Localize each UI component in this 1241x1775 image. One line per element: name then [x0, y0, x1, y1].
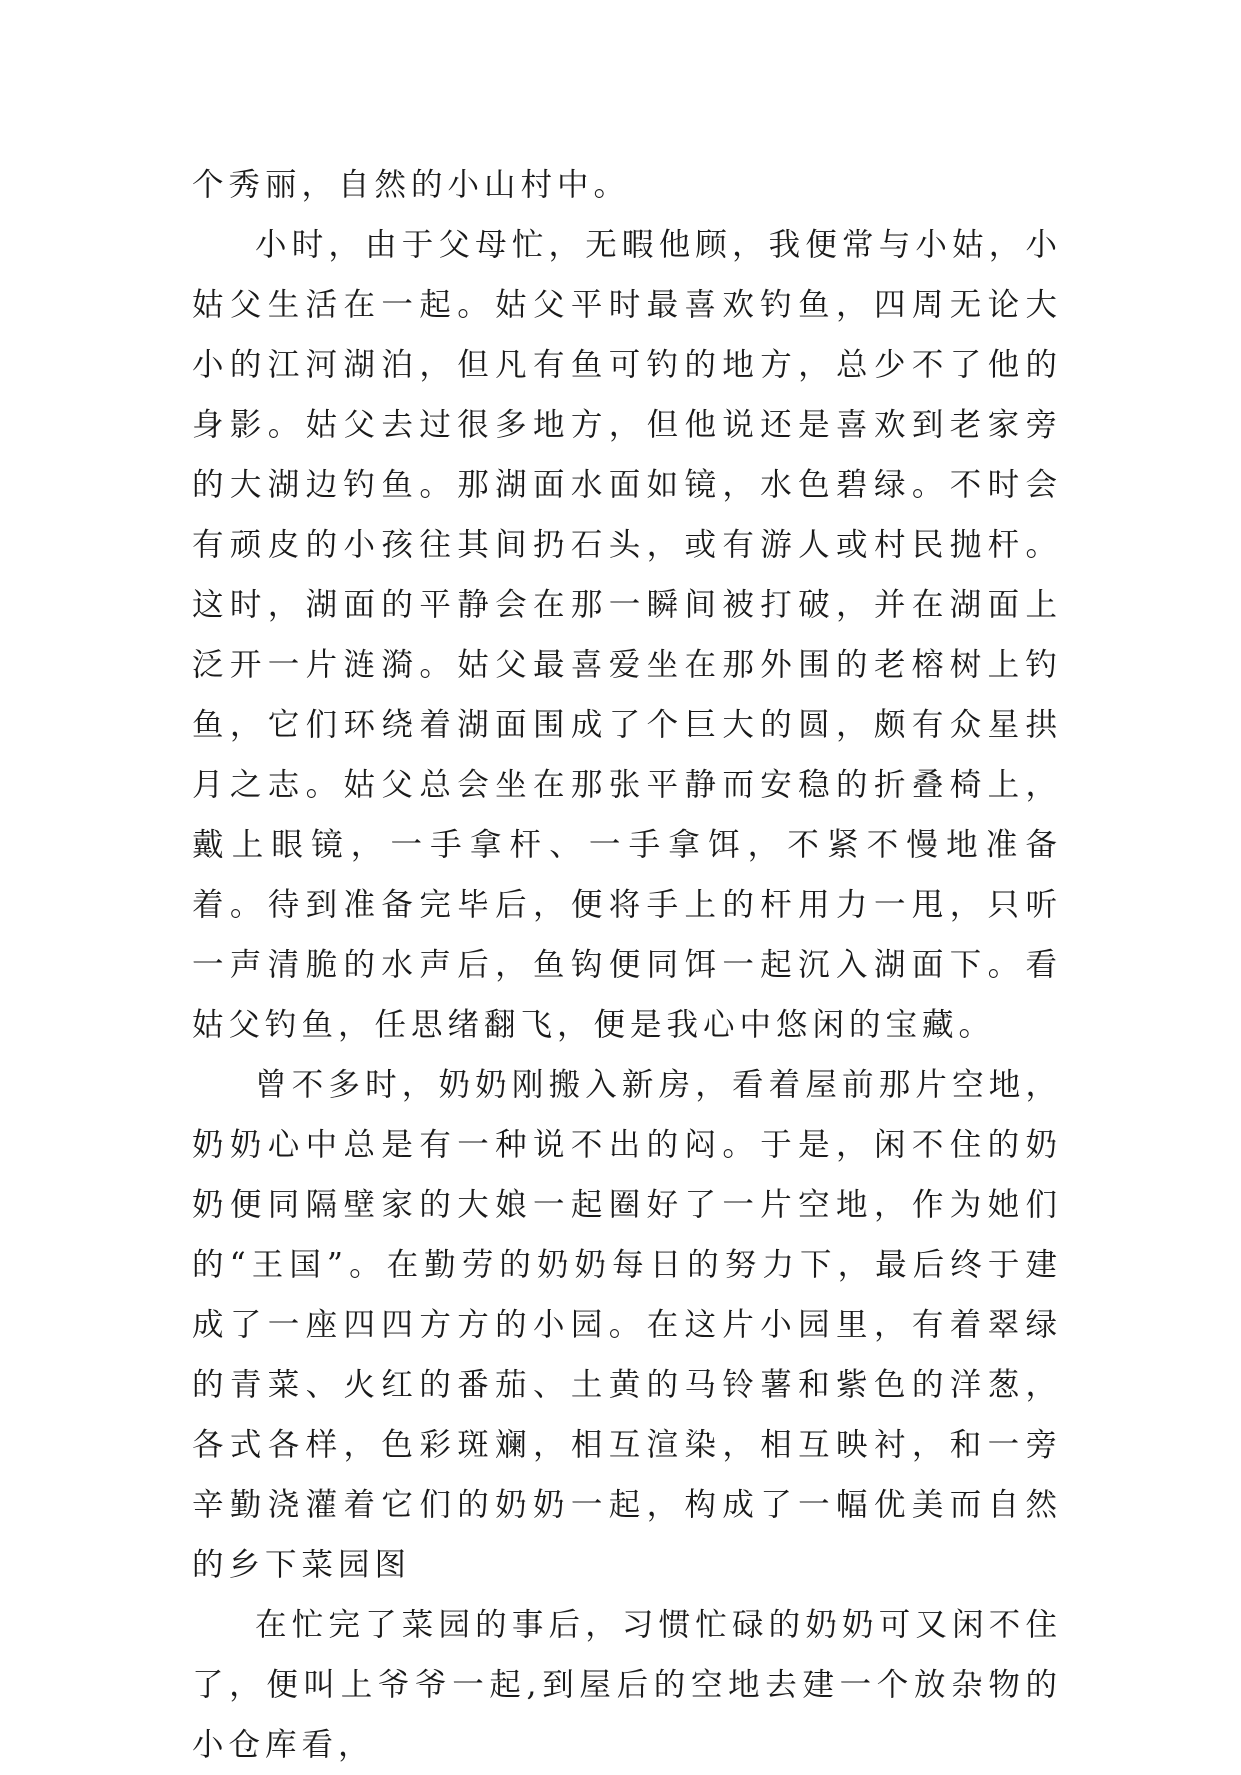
paragraph-grandma-storehouse: 在忙完了菜园的事后，习惯忙碌的奶奶可又闲不住了，便叫上爷爷一起,到屋后的空地去建一个放杂物的小仓库看，: [192, 1607, 1062, 1763]
paragraph-fishing-uncle: 小时，由于父母忙，无暇他顾，我便常与小姑，小姑父生活在一起。姑父平时最喜欢钓鱼，四周无论大小的江河湖泊，但凡有鱼可钓的地方，总少不了他的身影。姑父去过很多地方，但他说还是喜欢到老家旁的大湖边钓鱼。那湖面水面如镜，水色碧绿。不时会有顽皮的小孩往其间扔石头，或有游人或村民抛杆。这时，湖面的平静会在那一瞬间被打破，并在湖面上泛开一片涟漪。姑父最喜爱坐在那外围的老榕树上钓鱼，它们环绕着湖面围成了个巨大的圆，颇有众星拱月之志。姑父总会坐在那张平静而安稳的折叠椅上，戴上眼镜，一手拿杆、一手拿饵，不紧不慢地准备着。待到准备完毕后，便将手上的杆用力一甩，只听一声清脆的水声后，鱼钩便同饵一起沉入湖面下。看姑父钓鱼，任思绪翻飞，便是我心中悠闲的宝藏。: [192, 227, 1062, 1043]
paragraph-continuation: 个秀丽，自然的小山村中。: [192, 167, 631, 203]
paragraph-grandma-garden: 曾不多时，奶奶刚搬入新房，看着屋前那片空地，奶奶心中总是有一种说不出的闷。于是，闲不住的奶奶便同隔壁家的大娘一起圈好了一片空地，作为她们的“王国”。在勤劳的奶奶每日的努力下，最后终于建成了一座四四方方的小园。在这片小园里，有着翠绿的青菜、火红的番茄、土黄的马铃薯和紫色的洋葱，各式各样，色彩斑斓，相互渲染，相互映衬，和一旁辛勤浇灌着它们的奶奶一起，构成了一幅优美而自然的乡下菜园图: [192, 1067, 1062, 1583]
document-body: [192, 155, 1062, 1775]
